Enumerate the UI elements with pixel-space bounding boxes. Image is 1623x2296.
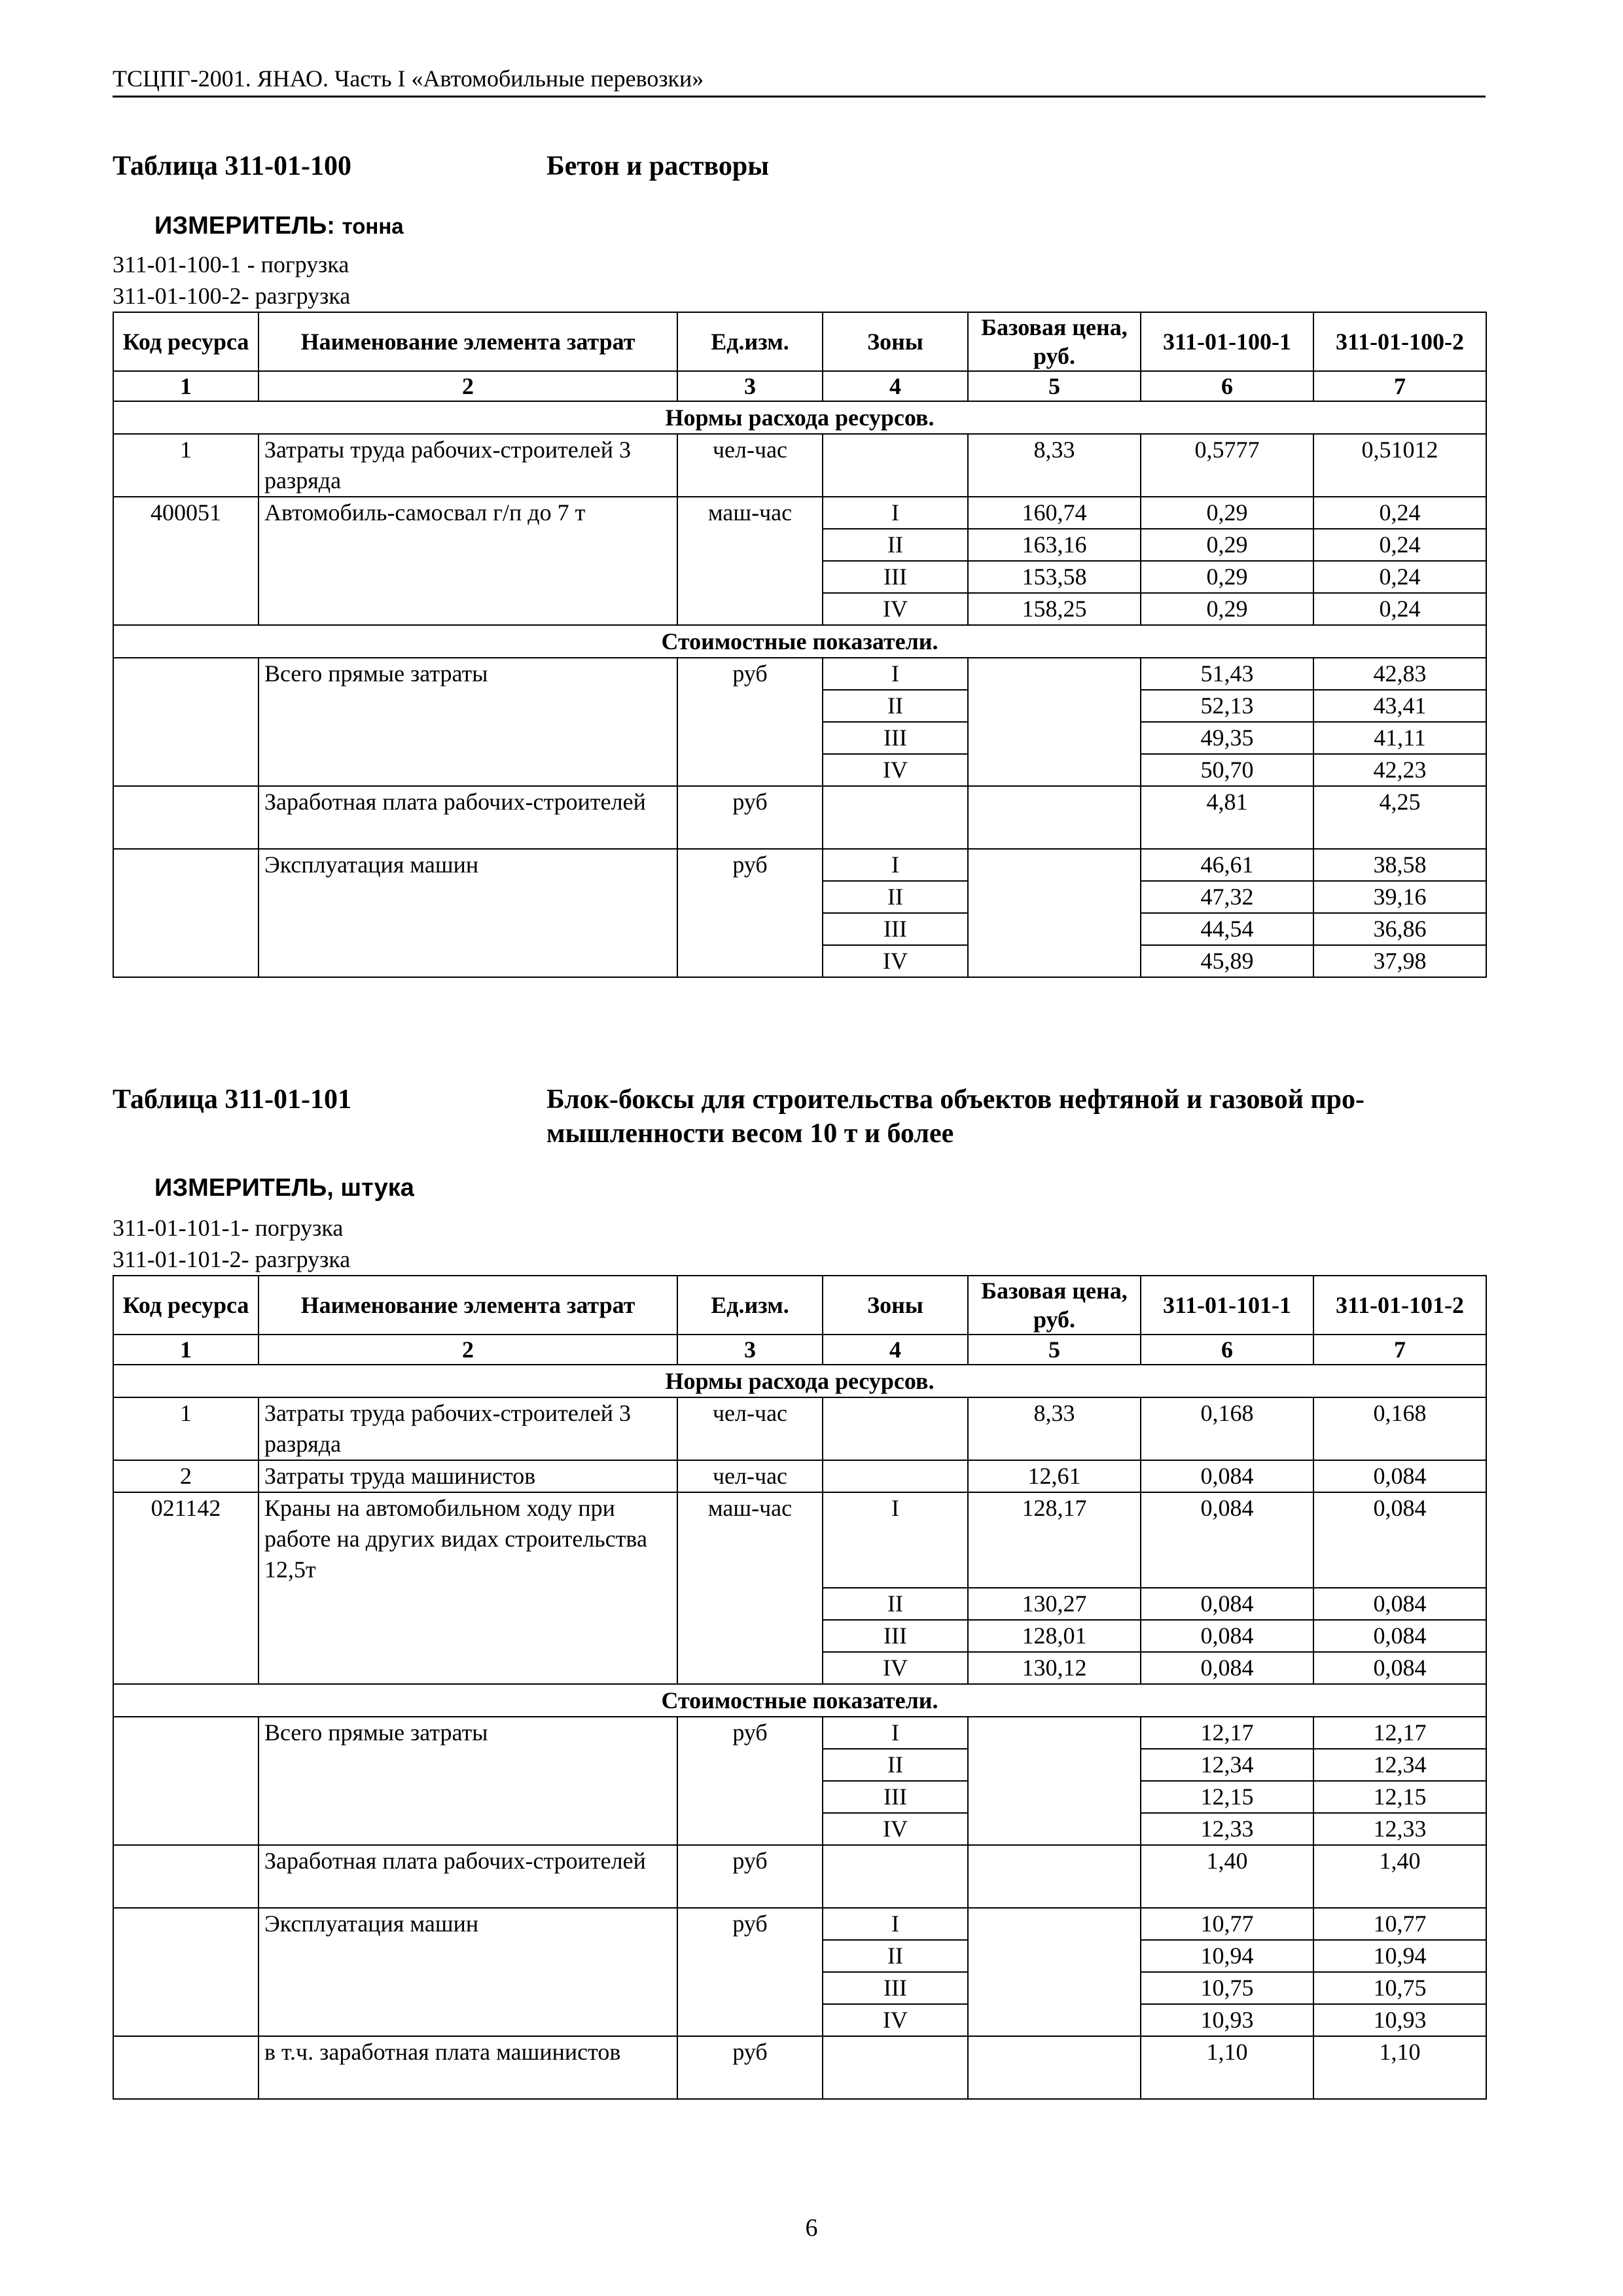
cell-v6: 10,93 — [1141, 2004, 1313, 2036]
col-num: 7 — [1313, 371, 1486, 401]
cell-zone: III — [823, 1781, 968, 1813]
section-row — [113, 625, 1486, 658]
cell-zone: II — [823, 529, 968, 561]
cell-name: Затраты труда рабочих-строителей 3 разряда — [259, 1397, 677, 1460]
cell-v6: 0,084 — [1141, 1620, 1313, 1652]
col-header-unit: Ед.изм. — [677, 1276, 823, 1335]
cell-code — [113, 1717, 259, 1845]
col-num: 6 — [1141, 371, 1313, 401]
table1-variant2: 311-01-100-2- разгрузка — [113, 283, 351, 309]
cell-v6: 0,29 — [1141, 561, 1313, 593]
cell-zone — [823, 1460, 968, 1492]
cell-zone — [823, 434, 968, 497]
cell-name: Затраты труда рабочих-строителей 3 разряда — [259, 434, 677, 497]
cell-v7: 12,34 — [1313, 1749, 1486, 1781]
cell-v7: 10,77 — [1313, 1908, 1486, 1940]
cell-zone: IV — [823, 754, 968, 786]
col-header-price: Базовая цена, руб. — [968, 1276, 1141, 1335]
column-number-row — [113, 1335, 1486, 1365]
table-row — [113, 1492, 1486, 1588]
cell-v7: 0,084 — [1313, 1620, 1486, 1652]
cell-zone: I — [823, 497, 968, 529]
table1-label: Таблица 311-01-100 — [113, 151, 352, 181]
cell-v7: 10,93 — [1313, 2004, 1486, 2036]
cell-zone: I — [823, 1492, 968, 1588]
cell-zone: I — [823, 849, 968, 881]
col-num: 1 — [113, 371, 259, 401]
cell-code: 400051 — [113, 497, 259, 625]
cell-v6: 47,32 — [1141, 881, 1313, 913]
cell-name: Всего прямые затраты — [259, 1717, 677, 1845]
table1-measure — [154, 211, 404, 242]
cell-zone — [823, 786, 968, 849]
cell-v6: 50,70 — [1141, 754, 1313, 786]
cell-v7: 42,23 — [1313, 754, 1486, 786]
cell-v7: 37,98 — [1313, 945, 1486, 977]
cell-v6: 0,29 — [1141, 497, 1313, 529]
cell-v6: 0,29 — [1141, 593, 1313, 625]
cell-v6: 12,33 — [1141, 1813, 1313, 1845]
col-num: 2 — [259, 371, 677, 401]
table1-title: Бетон и растворы — [546, 151, 770, 181]
cell-v7: 36,86 — [1313, 913, 1486, 945]
cell-zone: III — [823, 1620, 968, 1652]
cell-v7: 12,15 — [1313, 1781, 1486, 1813]
cell-zone: I — [823, 658, 968, 690]
cell-unit: руб — [677, 2036, 823, 2099]
col-header-7: 311-01-100-2 — [1313, 312, 1486, 371]
cell-v6: 1,40 — [1141, 1845, 1313, 1908]
cell-price — [968, 786, 1141, 849]
cell-v7: 38,58 — [1313, 849, 1486, 881]
cell-zone: IV — [823, 1813, 968, 1845]
cell-v6: 12,17 — [1141, 1717, 1313, 1749]
col-num: 3 — [677, 371, 823, 401]
section-title-norms: Нормы расхода ресурсов. — [113, 401, 1486, 434]
table-row — [113, 1845, 1486, 1908]
cell-v6: 1,10 — [1141, 2036, 1313, 2099]
cell-v7: 1,10 — [1313, 2036, 1486, 2099]
cell-v7: 42,83 — [1313, 658, 1486, 690]
cell-v7: 10,94 — [1313, 1940, 1486, 1972]
cell-zone: II — [823, 881, 968, 913]
cell-zone: III — [823, 722, 968, 754]
cell-zone: II — [823, 1940, 968, 1972]
cell-v6: 10,77 — [1141, 1908, 1313, 1940]
col-num: 2 — [259, 1335, 677, 1365]
cell-v7: 0,168 — [1313, 1397, 1486, 1460]
cell-v7: 0,084 — [1313, 1492, 1486, 1588]
section-title-norms: Нормы расхода ресурсов. — [113, 1365, 1486, 1397]
cell-price — [968, 1717, 1141, 1845]
col-header-name: Наименование элемента затрат — [259, 312, 677, 371]
cell-unit: руб — [677, 1845, 823, 1908]
cell-zone: I — [823, 1908, 968, 1940]
cell-v6: 52,13 — [1141, 690, 1313, 722]
cell-v6: 0,29 — [1141, 529, 1313, 561]
cell-code: 1 — [113, 434, 259, 497]
cell-price: 163,16 — [968, 529, 1141, 561]
table-header-row — [113, 312, 1486, 371]
cell-v7: 12,33 — [1313, 1813, 1486, 1845]
col-header-zones: Зоны — [823, 1276, 968, 1335]
col-num: 4 — [823, 371, 968, 401]
cell-code: 1 — [113, 1397, 259, 1460]
cell-price — [968, 2036, 1141, 2099]
cell-unit: маш-час — [677, 497, 823, 625]
cell-zone: IV — [823, 1652, 968, 1684]
table1-variant1: 311-01-100-1 - погрузка — [113, 251, 349, 278]
cell-code — [113, 1908, 259, 2036]
table-row — [113, 1460, 1486, 1492]
cell-v7: 0,084 — [1313, 1460, 1486, 1492]
table-row — [113, 497, 1486, 529]
cell-v7: 0,084 — [1313, 1652, 1486, 1684]
col-num: 4 — [823, 1335, 968, 1365]
cell-code — [113, 849, 259, 977]
section-title-cost: Стоимостные показатели. — [113, 625, 1486, 658]
measure-unit: тонна — [342, 214, 404, 238]
col-header-code: Код ресурса — [113, 1276, 259, 1335]
table-row — [113, 2036, 1486, 2099]
cell-zone: II — [823, 1749, 968, 1781]
cell-name: Автомобиль-самосвал г/п до 7 т — [259, 497, 677, 625]
cell-price — [968, 658, 1141, 786]
table-row — [113, 434, 1486, 497]
cell-v6: 0,168 — [1141, 1397, 1313, 1460]
cell-zone: I — [823, 1717, 968, 1749]
cell-name: Затраты труда машинистов — [259, 1460, 677, 1492]
table-header-row — [113, 1276, 1486, 1335]
cell-unit: чел-час — [677, 1460, 823, 1492]
table-row — [113, 1717, 1486, 1749]
cell-name: Краны на автомобильном ходу при работе на других видах строительства 12,5т — [259, 1492, 677, 1684]
cell-v7: 0,24 — [1313, 561, 1486, 593]
cell-name: Всего прямые затраты — [259, 658, 677, 786]
col-header-6: 311-01-100-1 — [1141, 312, 1313, 371]
col-num: 6 — [1141, 1335, 1313, 1365]
cell-zone — [823, 1397, 968, 1460]
cell-v7: 0,51012 — [1313, 434, 1486, 497]
cell-v7: 10,75 — [1313, 1972, 1486, 2004]
table2 — [113, 1275, 1487, 2100]
cell-v7: 0,24 — [1313, 593, 1486, 625]
cell-unit: чел-час — [677, 1397, 823, 1460]
page-header: ТСЦПГ-2001. ЯНАО. Часть I «Автомобильные перевозки» — [113, 64, 1486, 98]
cell-price: 130,27 — [968, 1588, 1141, 1620]
col-num: 5 — [968, 371, 1141, 401]
cell-v6: 44,54 — [1141, 913, 1313, 945]
cell-price — [968, 1908, 1141, 2036]
table-row — [113, 1908, 1486, 1940]
cell-unit: маш-час — [677, 1492, 823, 1684]
cell-v7: 41,11 — [1313, 722, 1486, 754]
cell-unit: руб — [677, 1908, 823, 2036]
cell-zone: III — [823, 1972, 968, 2004]
cell-v7: 12,17 — [1313, 1717, 1486, 1749]
cell-code — [113, 1845, 259, 1908]
cell-name: Заработная плата рабочих-строителей — [259, 1845, 677, 1908]
cell-v6: 0,084 — [1141, 1492, 1313, 1588]
cell-unit: руб — [677, 1717, 823, 1845]
col-header-7: 311-01-101-2 — [1313, 1276, 1486, 1335]
page-number: 6 — [805, 2214, 818, 2242]
cell-price — [968, 849, 1141, 977]
cell-name: Эксплуатация машин — [259, 1908, 677, 2036]
cell-v6: 12,34 — [1141, 1749, 1313, 1781]
cell-code: 2 — [113, 1460, 259, 1492]
cell-name: Эксплуатация машин — [259, 849, 677, 977]
cell-unit: руб — [677, 849, 823, 977]
cell-price: 130,12 — [968, 1652, 1141, 1684]
col-header-code: Код ресурса — [113, 312, 259, 371]
cell-v7: 4,25 — [1313, 786, 1486, 849]
cell-price: 158,25 — [968, 593, 1141, 625]
col-header-unit: Ед.изм. — [677, 312, 823, 371]
cell-v6: 12,15 — [1141, 1781, 1313, 1813]
cell-v7: 0,084 — [1313, 1588, 1486, 1620]
table2-variant1: 311-01-101-1- погрузка — [113, 1215, 344, 1241]
cell-zone: II — [823, 1588, 968, 1620]
cell-v6: 0,084 — [1141, 1652, 1313, 1684]
cell-zone: IV — [823, 593, 968, 625]
table-row — [113, 658, 1486, 690]
cell-v7: 43,41 — [1313, 690, 1486, 722]
cell-name: Заработная плата рабочих-строителей — [259, 786, 677, 849]
cell-code: 021142 — [113, 1492, 259, 1684]
cell-price — [968, 1845, 1141, 1908]
cell-price: 128,17 — [968, 1492, 1141, 1588]
cell-code — [113, 658, 259, 786]
cell-v6: 0,084 — [1141, 1460, 1313, 1492]
col-header-6: 311-01-101-1 — [1141, 1276, 1313, 1335]
cell-code — [113, 786, 259, 849]
table-row — [113, 849, 1486, 881]
table-row — [113, 786, 1486, 849]
cell-code — [113, 2036, 259, 2099]
cell-price: 128,01 — [968, 1620, 1141, 1652]
table2-variant2: 311-01-101-2- разгрузка — [113, 1246, 351, 1272]
cell-v7: 0,24 — [1313, 497, 1486, 529]
cell-zone: IV — [823, 945, 968, 977]
cell-name: в т.ч. заработная плата машинистов — [259, 2036, 677, 2099]
cell-v6: 10,94 — [1141, 1940, 1313, 1972]
col-num: 1 — [113, 1335, 259, 1365]
cell-price: 12,61 — [968, 1460, 1141, 1492]
cell-v6: 0,084 — [1141, 1588, 1313, 1620]
cell-unit: чел-час — [677, 434, 823, 497]
cell-zone — [823, 2036, 968, 2099]
section-row — [113, 1365, 1486, 1397]
section-row — [113, 401, 1486, 434]
cell-zone: III — [823, 561, 968, 593]
cell-v6: 45,89 — [1141, 945, 1313, 977]
measure-label: ИЗМЕРИТЕЛЬ: — [154, 212, 335, 240]
cell-v6: 49,35 — [1141, 722, 1313, 754]
cell-zone: III — [823, 913, 968, 945]
cell-v6: 10,75 — [1141, 1972, 1313, 2004]
cell-unit: руб — [677, 786, 823, 849]
col-num: 3 — [677, 1335, 823, 1365]
cell-price: 8,33 — [968, 1397, 1141, 1460]
cell-v7: 39,16 — [1313, 881, 1486, 913]
col-num: 5 — [968, 1335, 1141, 1365]
cell-zone — [823, 1845, 968, 1908]
cell-zone: IV — [823, 2004, 968, 2036]
table2-title-line2: мышленности весом 10 т и более — [546, 1119, 954, 1149]
cell-price: 153,58 — [968, 561, 1141, 593]
table2-label: Таблица 311-01-101 — [113, 1085, 352, 1115]
table2-title-line1: Блок-боксы для строительства объектов нефтяной и газовой про- — [546, 1085, 1364, 1115]
table1 — [113, 312, 1487, 978]
cell-v6: 46,61 — [1141, 849, 1313, 881]
cell-v6: 4,81 — [1141, 786, 1313, 849]
table-row — [113, 1397, 1486, 1460]
cell-v6: 51,43 — [1141, 658, 1313, 690]
column-number-row — [113, 371, 1486, 401]
cell-price: 8,33 — [968, 434, 1141, 497]
cell-zone: II — [823, 690, 968, 722]
table2-measure: ИЗМЕРИТЕЛЬ, штука — [154, 1174, 414, 1202]
col-header-name: Наименование элемента затрат — [259, 1276, 677, 1335]
cell-v6: 0,5777 — [1141, 434, 1313, 497]
section-title-cost: Стоимостные показатели. — [113, 1684, 1486, 1717]
cell-price: 160,74 — [968, 497, 1141, 529]
col-header-price: Базовая цена, руб. — [968, 312, 1141, 371]
col-num: 7 — [1313, 1335, 1486, 1365]
cell-unit: руб — [677, 658, 823, 786]
cell-v7: 0,24 — [1313, 529, 1486, 561]
cell-v7: 1,40 — [1313, 1845, 1486, 1908]
section-row — [113, 1684, 1486, 1717]
col-header-zones: Зоны — [823, 312, 968, 371]
